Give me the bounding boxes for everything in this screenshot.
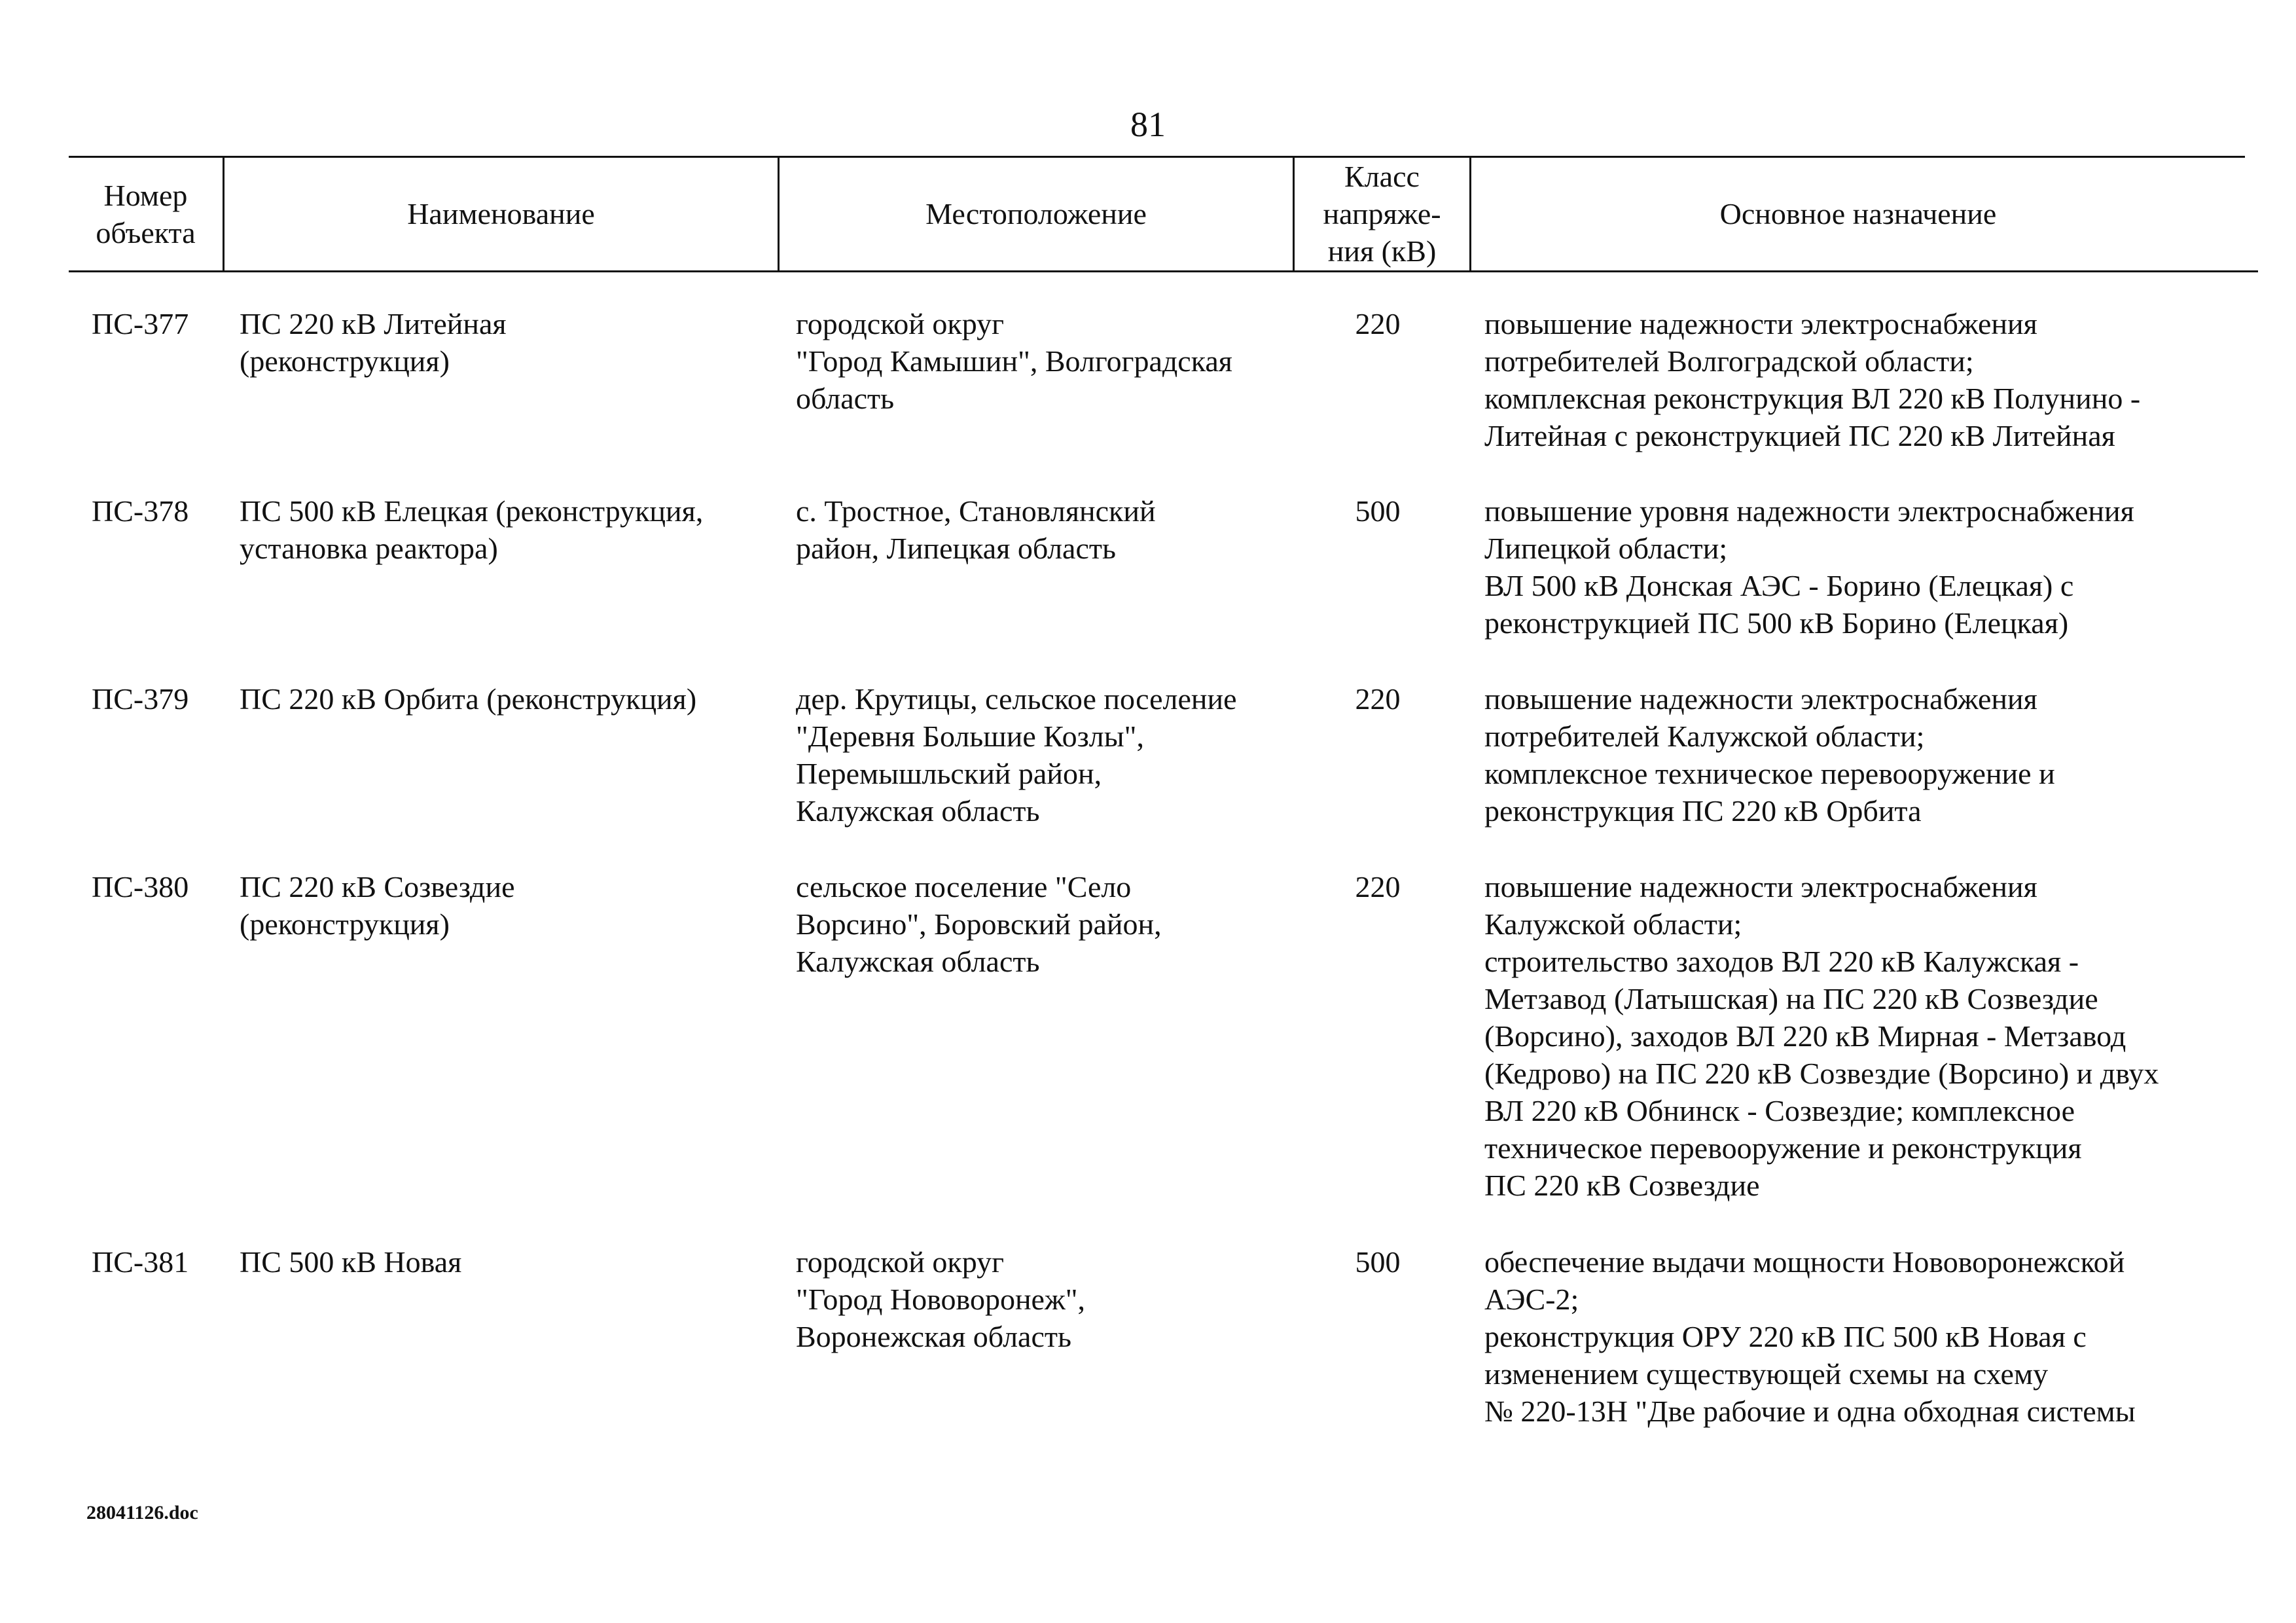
header-voltage-class: Класс напряже- ния (кВ) xyxy=(1323,160,1441,268)
object-purpose: повышение надежности электроснабжения Калужской области; строительство заходов ВЛ 220 кВ Калужская - Метзавод (Латышская) на ПС 220 кВ Созвездие (Ворсино), заходов ВЛ 220 кВ Мирная - Метзавод (Кедрово) на ПС 220 кВ Созвездие (Ворсино) и двух ВЛ 220 кВ Обнинск - Созвездие; комплексное техническое перевооружение и реконструкция ПС 220 кВ Созвездие xyxy=(1484,870,2159,1202)
object-location: городской округ "Город Нововоронеж", Воронежская область xyxy=(796,1245,1086,1353)
object-voltage: 220 xyxy=(1355,307,1401,340)
object-voltage: 220 xyxy=(1355,870,1401,903)
object-purpose: повышение уровня надежности электроснабжения Липецкой области; ВЛ 500 кВ Донская АЭС - Борино (Елецкая) с реконструкцией ПС 500 кВ Борино (Елецкая) xyxy=(1484,494,2134,640)
object-purpose: повышение надежности электроснабжения потребителей Волгоградской области; комплексная реконструкция ВЛ 220 кВ Полунино - Литейная с реконструкцией ПС 220 кВ Литейная xyxy=(1484,307,2141,452)
object-name: ПС 220 кВ Созвездие (реконструкция) xyxy=(240,870,515,941)
table-row xyxy=(0,305,2296,492)
table-row xyxy=(0,1243,2296,1433)
object-voltage: 500 xyxy=(1355,494,1401,528)
object-purpose: обеспечение выдачи мощности Нововоронежской АЭС-2; реконструкция ОРУ 220 кВ ПС 500 кВ Новая с изменением существующей схемы на схему № 220-13Н "Две рабочие и одна обходная системы xyxy=(1484,1245,2136,1428)
object-location: сельское поселение "Село Ворсино", Боровский район, Калужская область xyxy=(796,870,1162,978)
object-purpose: повышение надежности электроснабжения потребителей Калужской области; комплексное техническое перевооружение и реконструкция ПС 220 кВ Орбита xyxy=(1484,682,2055,828)
table-row xyxy=(0,868,2296,1243)
object-name: ПС 220 кВ Орбита (реконструкция) xyxy=(240,682,697,716)
object-location: дер. Крутицы, сельское поселение "Деревня Большие Козлы", Перемышльский район, Калужская область xyxy=(796,682,1237,828)
object-location: городской округ "Город Камышин", Волгоградская область xyxy=(796,307,1232,415)
table-row xyxy=(0,680,2296,868)
header-rule-bottom xyxy=(69,270,2258,272)
object-location: с. Тростное, Становлянский район, Липецкая область xyxy=(796,494,1156,565)
header-object-number: Номер объекта xyxy=(96,178,196,249)
object-name: ПС 500 кВ Новая xyxy=(240,1245,462,1279)
object-voltage: 500 xyxy=(1355,1245,1401,1279)
object-name: ПС 220 кВ Литейная (реконструкция) xyxy=(240,307,507,378)
header-location: Местоположение xyxy=(925,197,1147,230)
object-number: ПС-378 xyxy=(92,494,189,528)
object-number: ПС-379 xyxy=(92,682,189,716)
header-name: Наименование xyxy=(407,197,595,230)
object-number: ПС-377 xyxy=(92,307,189,340)
table-row xyxy=(0,492,2296,680)
object-number: ПС-380 xyxy=(92,870,189,903)
object-number: ПС-381 xyxy=(92,1245,189,1279)
page-number: 81 xyxy=(1130,105,1166,144)
object-name: ПС 500 кВ Елецкая (реконструкция, установка реактора) xyxy=(240,494,704,565)
header-purpose: Основное назначение xyxy=(1719,197,1997,230)
document-code: 28041126.doc xyxy=(86,1502,198,1523)
table-body xyxy=(0,305,2296,1433)
object-voltage: 220 xyxy=(1355,682,1401,716)
